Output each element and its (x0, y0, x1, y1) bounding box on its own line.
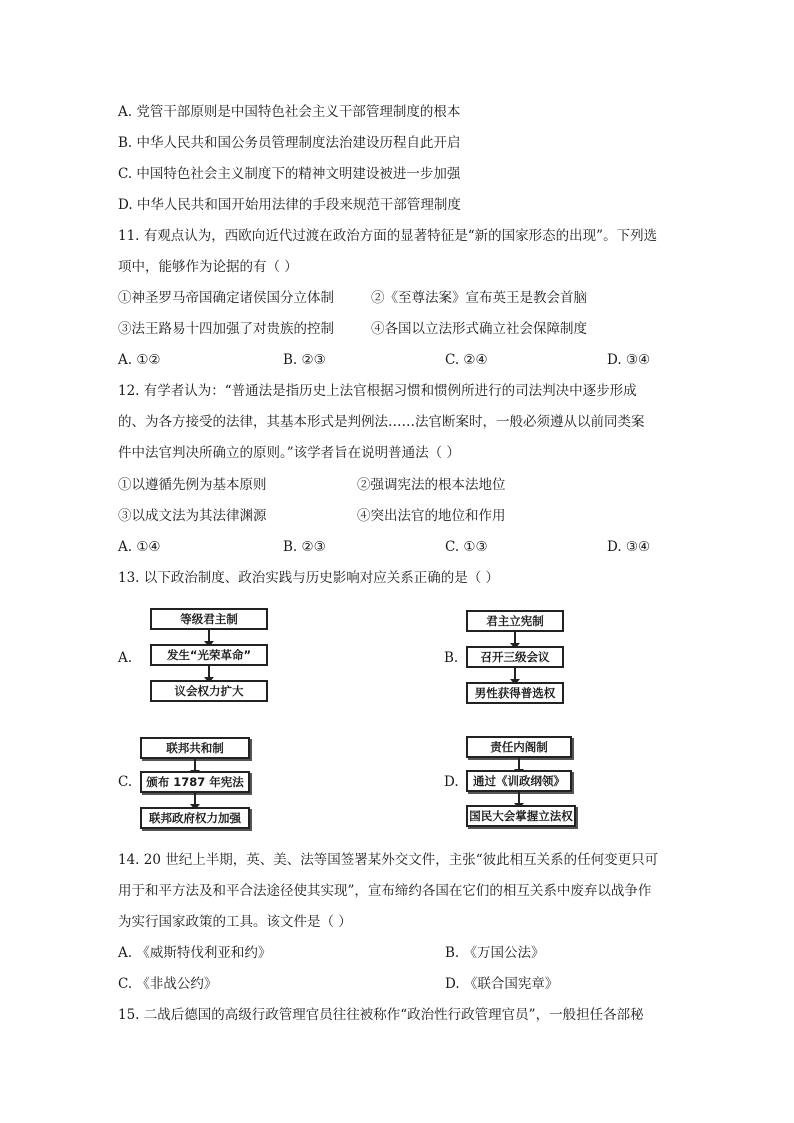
arrow-down-icon (194, 759, 196, 771)
q13-d-box-2: 通过《训政纲领》 (466, 770, 572, 792)
q14-option-d[interactable]: D. 《联合国宪章》 (445, 976, 559, 992)
q11-stem: 11. 有观点认为，西欧向近代过渡在政治方面的显著特征是“新的国家形态的出现”。下列选 (118, 228, 658, 244)
arrow-down-icon (518, 792, 520, 804)
q13-d-box-1: 责任内阁制 (466, 736, 572, 758)
q12-option-a[interactable]: A. ①④ (118, 539, 161, 555)
q12-item-1: ①以遵循先例为基本原则 (118, 477, 267, 493)
q13-b-box-2: 召开三级会议 (466, 646, 564, 668)
q11-option-d[interactable]: D. ③④ (607, 352, 651, 368)
q13-c-box-3: 联邦政府权力加强 (140, 807, 250, 829)
q12-option-d[interactable]: D. ③④ (607, 539, 651, 555)
q14-stem-cont2: 为实行国家政策的工具。该文件是（ ） (118, 914, 352, 930)
q14-option-b[interactable]: B. 《万国公法》 (445, 945, 545, 961)
q10-option-c: C. 中国特色社会主义制度下的精神文明建设被进一步加强 (118, 166, 461, 182)
q13-option-c-label[interactable]: C. (118, 774, 133, 790)
q12-option-b[interactable]: B. ②③ (283, 539, 326, 555)
q13-b-box-1: 君主立宪制 (466, 610, 564, 632)
q12-item-3: ③以成文法为其法律渊源 (118, 508, 267, 524)
arrow-down-icon (518, 758, 520, 770)
q13-d-box-3: 国民大会掌握立法权 (466, 805, 576, 827)
q13-c-box-2: 颁布 1787 年宪法 (140, 771, 250, 793)
q13-b-box-3: 男性获得普选权 (466, 682, 564, 704)
q12-item-4: ④突出法官的地位和作用 (357, 508, 506, 524)
q13-a-box-3: 议会权力扩大 (150, 680, 268, 702)
q14-option-a[interactable]: A. 《威斯特伐利亚和约》 (118, 945, 272, 961)
q12-stem-cont2: 件中法官判决所确立的原则。”该学者旨在说明普通法（ ） (118, 445, 460, 461)
q11-item-2: ②《至尊法案》宣布英王是教会首脑 (371, 290, 587, 306)
q11-item-3: ③法王路易十四加强了对贵族的控制 (118, 321, 334, 337)
q12-option-c[interactable]: C. ①③ (445, 539, 488, 555)
q13-a-box-1: 等级君主制 (150, 608, 268, 630)
q11-option-b[interactable]: B. ②③ (283, 352, 326, 368)
q10-option-d: D. 中华人民共和国开始用法律的手段来规范干部管理制度 (118, 197, 461, 213)
q12-item-2: ②强调宪法的根本法地位 (357, 477, 506, 493)
q11-option-c[interactable]: C. ②④ (445, 352, 488, 368)
q15-stem: 15. 二战后德国的高级行政管理官员往往被称作“政治性行政管理官员”，一般担任各部秘 (118, 1007, 644, 1023)
arrow-down-icon (208, 630, 210, 642)
q13-option-b-label[interactable]: B. (444, 650, 459, 666)
q13-stem: 13. 以下政治制度、政治实践与历史影响对应关系正确的是（ ） (118, 570, 500, 586)
q13-option-a-label[interactable]: A. (118, 650, 133, 666)
q10-option-a: A. 党管干部原则是中国特色社会主义干部管理制度的根本 (118, 104, 461, 120)
q12-stem-cont: 的、为各方接受的法律，其基本形式是判例法……法官断案时，一般必须遵从以前同类案 (118, 414, 645, 430)
arrow-down-icon (514, 632, 516, 644)
q10-option-b: B. 中华人民共和国公务员管理制度法治建设历程自此开启 (118, 135, 461, 151)
q11-item-1: ①神圣罗马帝国确定诸侯国分立体制 (118, 290, 334, 306)
q14-stem: 14. 20 世纪上半期，英、美、法等国签署某外交文件，主张“彼此相互关系的任何变更只可 (118, 852, 659, 868)
arrow-down-icon (514, 668, 516, 680)
q14-option-c[interactable]: C. 《非战公约》 (118, 976, 218, 992)
q11-item-4: ④各国以立法形式确立社会保障制度 (371, 321, 587, 337)
q14-stem-cont: 用于和平方法及和平合法途径使其实现”，宣布缔约各国在它们的相互关系中废弃以战争作 (118, 883, 652, 899)
arrow-down-icon (208, 666, 210, 678)
q11-option-a[interactable]: A. ①② (118, 352, 161, 368)
q12-stem: 12. 有学者认为：“普通法是指历史上法官根据习惯和惯例所进行的司法判决中逐步形成 (118, 383, 637, 399)
q13-c-box-1: 联邦共和制 (140, 737, 250, 759)
q11-stem-cont: 项中，能够作为论据的有（ ） (118, 259, 298, 275)
arrow-down-icon (194, 793, 196, 805)
q13-a-box-2: 发生“光荣革命” (150, 644, 268, 666)
q13-option-d-label[interactable]: D. (444, 774, 459, 790)
